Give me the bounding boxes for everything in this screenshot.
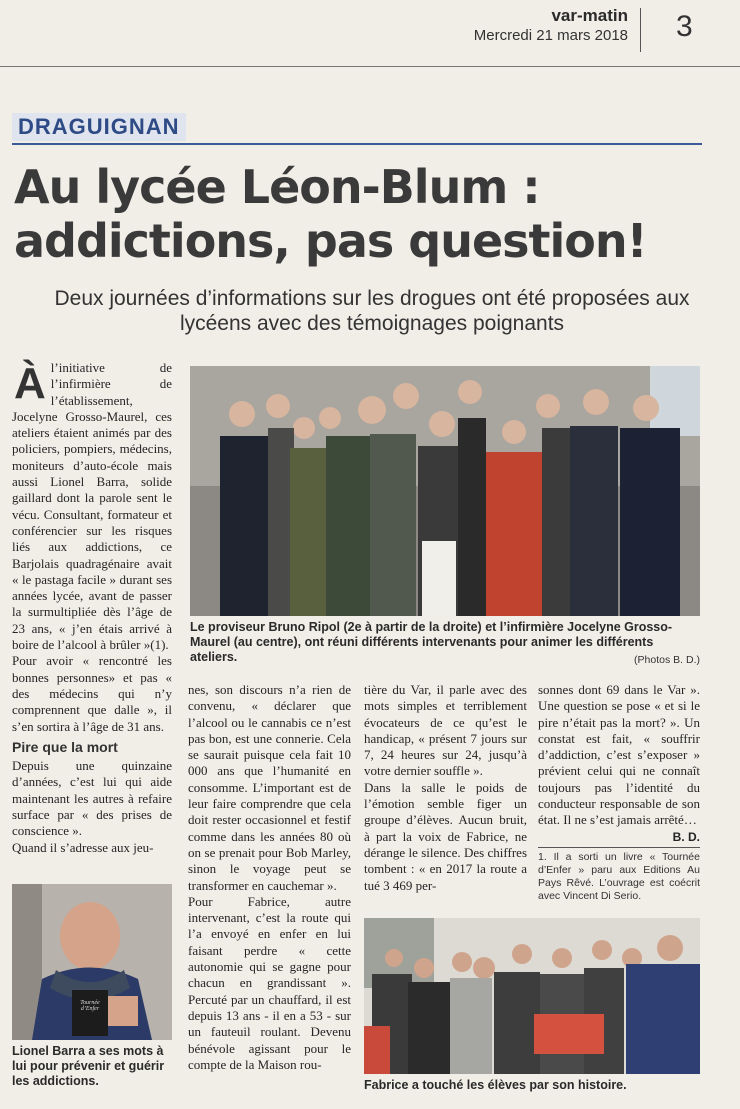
group-photo bbox=[190, 366, 700, 616]
article-column-2 bbox=[188, 682, 351, 1073]
classroom-photo bbox=[364, 918, 700, 1074]
book-title: Tournée d’Enfer bbox=[80, 1000, 100, 1012]
article-column-1 bbox=[12, 360, 172, 856]
page-number: 3 bbox=[676, 10, 693, 43]
footnote: 1. Il a sorti un livre « Tournée d’Enfer » paru aux Editions Au Pays Rêvé. L’ouvrage est coécrit avec Vincent Di Serio. bbox=[538, 850, 700, 902]
main-photo-caption: Le proviseur Bruno Ripol (2e à partir de la droite) et l’infirmière Jocelyne Grosso-Maurel (au centre), ont réuni différents intervenants pour animer les différents ateliers. bbox=[190, 620, 673, 664]
classroom-caption: Fabrice a touché les élèves par son histoire. bbox=[364, 1078, 627, 1092]
headline bbox=[14, 160, 714, 268]
col1-paragraph-2: Pour avoir « rencontré les bonnes personnes» et pas « des médecins qui n’y comprennent que dalle », il s’en sortira à l’âge de 31 ans. bbox=[12, 653, 172, 734]
photo-credit: (Photos B. D.) bbox=[634, 654, 700, 666]
col2-paragraph-1: nes, son discours n’a rien de convenu, « déclarer que l’alcool ou le cannabis ce n’est pas bon, est une connerie. Cela se saurait puisque cela fait 10 000 ans que l’humanité en consomme. L’important est de leur faire comprendre que cela doit rester occasionnel et festif comme dans les années 80 où on se prenait pour Bob Marley, sinon le voyage peut se transformer en cauchemar ». bbox=[188, 682, 351, 893]
drop-cap: À bbox=[14, 359, 46, 408]
portrait-photo bbox=[12, 884, 172, 1040]
col1-paragraph-1: l’initiative de l’infirmière de l’établissement, Jocelyne Grosso-Maurel, ces ateliers étaient animés par des policiers, pompiers, médecins, moniteurs d’auto-école mais aussi Lionel Barra, solide gaillard dont la parole sent le vécu. Consultant, formateur et conférencier sur les risques liés aux addictions, ce Barjolais quadragénaire avait « le pastaga facile » durant ses années lycée, avant de passer la surmultipliée dès l’âge de 23 ans, « j’en étais arrivé à boire de l’alcool à brûler »(1). bbox=[12, 360, 172, 653]
group-photo-image bbox=[190, 366, 700, 616]
portrait-caption: Lionel Barra a ses mots à lui pour prévenir et guérir les addictions. bbox=[12, 1044, 165, 1088]
headline-line-2: addictions, pas question! bbox=[14, 214, 647, 268]
col3-paragraph-2: Dans la salle le poids de l’émotion semble figer un groupe d’élèves. Aucun bruit, à part la voix de Fabrice, ne dérange le silence. Des chiffres tombent : « en 2017 la route a tué 3 469 per- bbox=[364, 779, 527, 893]
col1-paragraph-3: Depuis une quinzaine d’années, c’est lui qui aide maintenant les autres à refaire surface par « des prises de conscience ». bbox=[12, 758, 172, 839]
article-column-3 bbox=[364, 682, 527, 894]
intertitle: Pire que la mort bbox=[12, 738, 118, 755]
footnote-rule bbox=[538, 847, 700, 848]
section-rule bbox=[12, 143, 702, 145]
col3-paragraph-1: tière du Var, il parle avec des mots simples et terriblement évocateurs de ce qu’est le handicap, « présent 7 jours sur 7, 24 heures sur 24, jusqu’à votre dernier souffle ». bbox=[364, 682, 527, 779]
issue-date: Mercredi 21 mars 2018 bbox=[473, 27, 628, 44]
top-rule bbox=[0, 66, 740, 67]
col4-paragraph-1: sonnes dont 69 dans le Var ». Une question se pose « et si le pire n’était pas la mort? ». Un constat est fait, « souffrir d’addiction, c’est s’exposer » prévient celui qui ne connaît toujours pas l’identité du conducteur responsable de son état. Il ne s’est jamais arrêté… bbox=[538, 682, 700, 828]
col1-paragraph-4: Quand il s’adresse aux jeu- bbox=[12, 839, 154, 855]
subheadline: Deux journées d’informations sur les drogues ont été proposées aux lycéens avec des témoignages poignants bbox=[54, 287, 690, 335]
article-column-4 bbox=[538, 682, 700, 903]
section-label: DRAGUIGNAN bbox=[12, 113, 186, 141]
masthead-divider bbox=[640, 8, 641, 52]
author-signature: B. D. bbox=[672, 829, 700, 844]
col2-paragraph-2: Pour Fabrice, autre intervenant, c’est la route qui l’a envoyé en enfer en lui faisant perdre « cette autonomie qui se gagne pour chacun en grandissant ». Percuté par un chauffard, il est depuis 13 ans - il en a 53 - sur un fauteuil roulant. Devenu bénévole agissant pour le compte de la Maison rou- bbox=[188, 893, 351, 1072]
headline-line-1: Au lycée Léon-Blum : bbox=[14, 160, 540, 214]
classroom-photo-image bbox=[364, 918, 700, 1074]
portrait-photo-image bbox=[12, 884, 172, 1040]
newspaper-name: var-matin bbox=[551, 6, 628, 25]
